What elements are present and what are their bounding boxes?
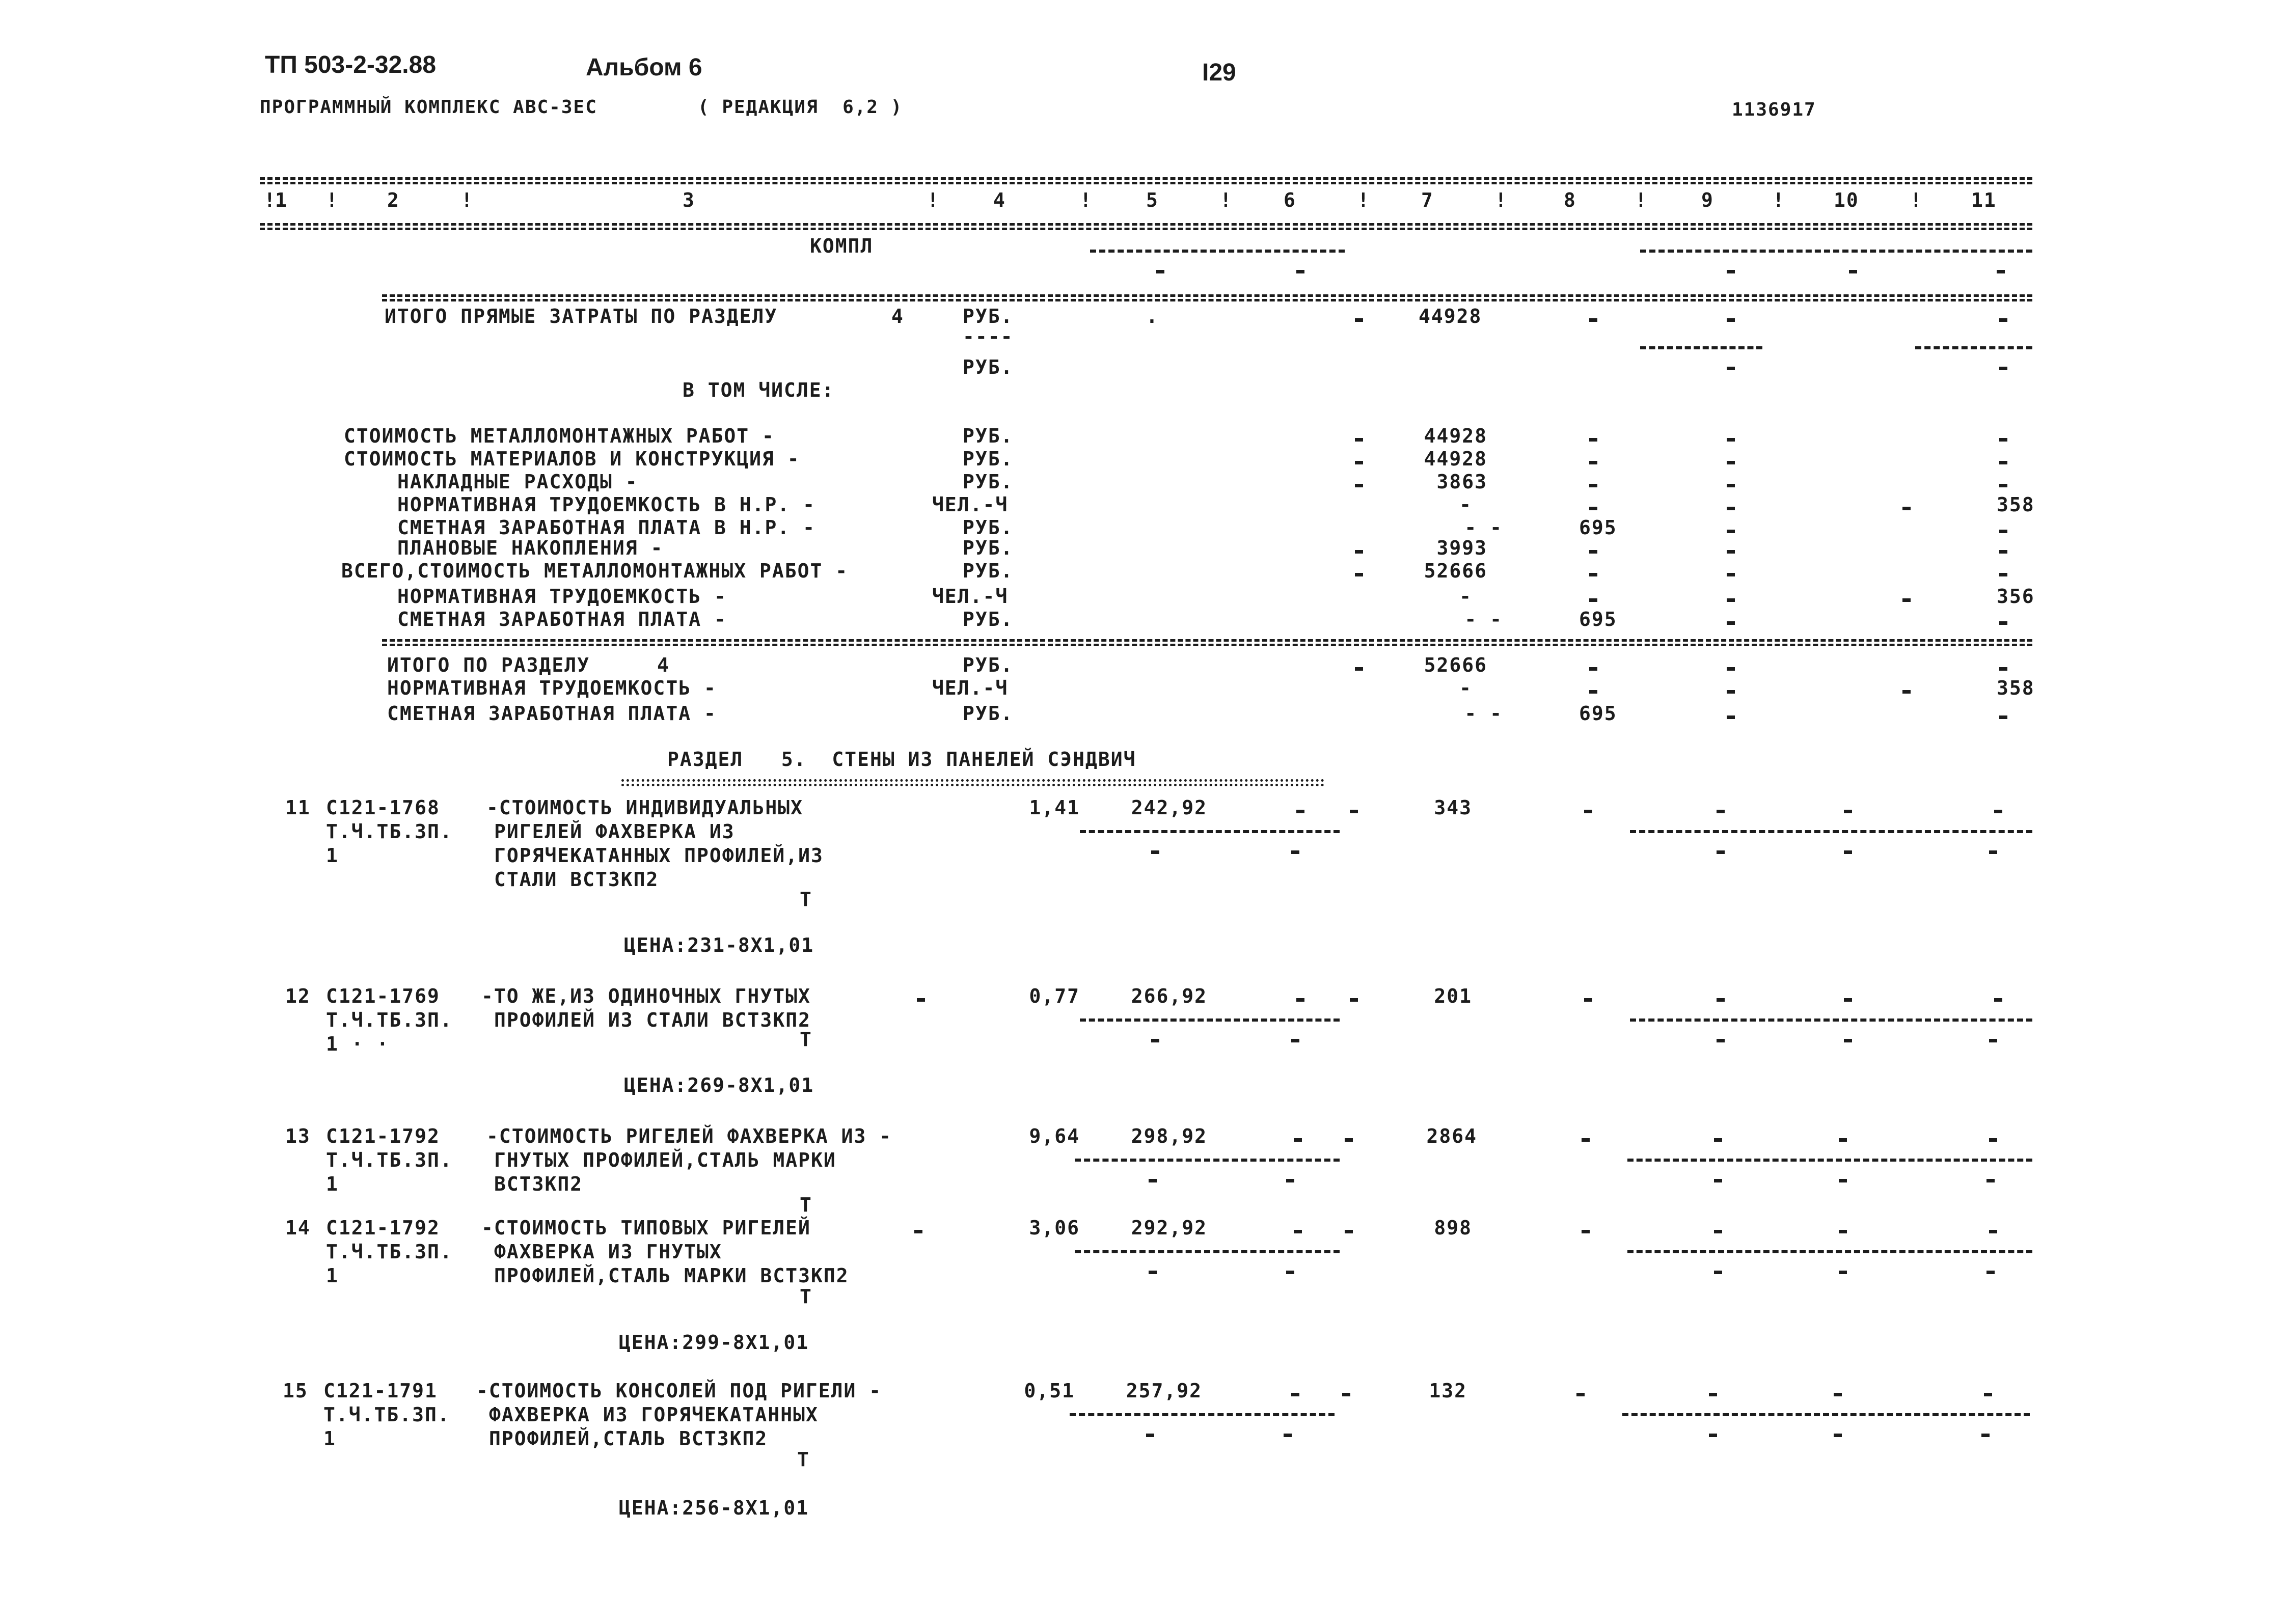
col-10: 10 — [1834, 189, 1859, 211]
summary-label: СМЕТНАЯ ЗАРАБОТНАЯ ПЛАТА - — [397, 608, 727, 630]
summary-c7: - - — [1464, 608, 1503, 630]
itogo-direct-unit: РУБ. — [963, 305, 1014, 327]
item-code2: Т.Ч.ТБ.ЗП. — [326, 1241, 453, 1263]
item-num: 15 — [283, 1380, 308, 1402]
summary-unit: РУБ. — [963, 537, 1014, 559]
itogo-direct-total: 44928 — [1419, 305, 1482, 327]
item-code: С121-1769 — [326, 985, 440, 1007]
summary-c7: - - — [1464, 516, 1503, 539]
summary-unit: РУБ. — [963, 471, 1014, 493]
item-unit: Т — [800, 1285, 812, 1308]
itogo-section-unit: ЧЕЛ.-Ч — [932, 677, 1009, 699]
item-code: С121-1791 — [323, 1380, 438, 1402]
section-rule — [382, 294, 2032, 301]
item-c5: 242,92 — [1131, 796, 1207, 819]
summary-label: ПЛАНОВЫЕ НАКОПЛЕНИЯ - — [397, 537, 664, 559]
item-num: 12 — [285, 985, 311, 1007]
item-unit: Т — [800, 1194, 812, 1216]
item-desc: ПРОФИЛЕЙ ИЗ СТАЛИ ВСТЗКП2 — [494, 1009, 811, 1031]
item-c7: 343 — [1434, 796, 1472, 819]
doc-code: ТП 503-2-32.88 — [265, 51, 437, 78]
item-code2: Т.Ч.ТБ.ЗП. — [326, 1149, 453, 1171]
item-code3: 1 — [326, 1173, 339, 1195]
summary-label: СТОИМОСТЬ МАТЕРИАЛОВ И КОНСТРУКЦИЯ - — [344, 448, 800, 470]
item-desc: СТАЛИ ВСТЗКП2 — [494, 868, 659, 891]
itogo-section-c11: 358 — [1997, 677, 2035, 699]
item-code: С121-1768 — [326, 796, 440, 819]
itogo-section-label: СМЕТНАЯ ЗАРАБОТНАЯ ПЛАТА - — [387, 702, 717, 725]
summary-label: СТОИМОСТЬ МЕТАЛЛОМОНТАЖНЫХ РАБОТ - — [344, 425, 775, 447]
item-c5: 266,92 — [1131, 985, 1207, 1007]
summary-unit: РУБ. — [963, 425, 1014, 447]
itogo-section-label: НОРМАТИВНАЯ ТРУДОЕМКОСТЬ - — [387, 677, 717, 699]
itogo-section-num: 4 — [657, 654, 670, 676]
item-price: ЦЕНА:299-8Х1,01 — [619, 1331, 809, 1354]
header-rule-top — [260, 177, 2032, 184]
col-9: 9 — [1701, 189, 1714, 211]
item-code2: Т.Ч.ТБ.ЗП. — [326, 820, 453, 843]
col-7: 7 — [1421, 189, 1434, 211]
itogo-section-unit: РУБ. — [963, 702, 1014, 725]
section5-underline — [621, 779, 1324, 786]
item-code3: 1 — [323, 1427, 336, 1450]
item-desc: -СТОИМОСТЬ КОНСОЛЕЙ ПОД РИГЕЛИ - — [476, 1380, 882, 1402]
item-desc: РИГЕЛЕЙ ФАХВЕРКА ИЗ — [494, 820, 735, 843]
item-desc: -СТОИМОСТЬ РИГЕЛЕЙ ФАХВЕРКА ИЗ - — [486, 1125, 892, 1147]
item-price: ЦЕНА:231-8Х1,01 — [624, 934, 814, 956]
item-desc: ПРОФИЛЕЙ,СТАЛЬ ВСТЗКП2 — [489, 1427, 768, 1450]
summary-c7: - — [1459, 493, 1472, 516]
col-5: 5 — [1146, 189, 1159, 211]
summary-label: НОРМАТИВНАЯ ТРУДОЕМКОСТЬ В Н.Р. - — [397, 493, 815, 516]
item-desc: -СТОИМОСТЬ ТИПОВЫХ РИГЕЛЕЙ — [481, 1217, 811, 1239]
summary-label: СМЕТНАЯ ЗАРАБОТНАЯ ПЛАТА В Н.Р. - — [397, 516, 815, 539]
item-code3: 1 — [326, 1264, 339, 1287]
vtom-label: В ТОМ ЧИСЛЕ: — [683, 379, 835, 401]
col-2: 2 — [387, 189, 400, 211]
item-c5: 292,92 — [1131, 1217, 1207, 1239]
item-code3: 1 · · — [326, 1033, 390, 1055]
unit-dashes: ---- — [963, 325, 1014, 348]
item-price: ЦЕНА:269-8Х1,01 — [624, 1074, 814, 1096]
summary-unit: РУБ. — [963, 608, 1014, 630]
summary-c8: 695 — [1579, 608, 1617, 630]
item-desc: ГНУТЫХ ПРОФИЛЕЙ,СТАЛЬ МАРКИ — [494, 1149, 836, 1171]
summary-c7: 52666 — [1424, 560, 1487, 582]
doc-id: 1136917 — [1732, 99, 1816, 120]
itogo-section-c7: 52666 — [1424, 654, 1487, 676]
document-page: ТП 503-2-32.88 Альбом 6 I29 ПРОГРАММНЫЙ КОМПЛЕКС АВС-3ЕС ( РЕДАКЦИЯ 6,2 ) 1136917 1 2 3 4 5 6 7 8 9 10 11 ! ! ! ! ! ! ! ! ! ! ! КОМПЛ ИТОГО ПРЯМЫЕ ЗАТРАТЫ ПО РАЗДЕЛУ 4 РУБ. ---- РУБ. . 44928 В ТОМ ЧИСЛЕ: СТОИМОСТЬ МЕТАЛЛОМОНТАЖНЫХ РАБОТ - СТОИМОСТЬ МАТЕРИАЛОВ И КОНСТРУКЦИЯ - НАКЛАДНЫЕ РАСХОДЫ - НОРМАТИВНАЯ ТРУДОЕМКОСТЬ В Н.Р. - СМЕТНАЯ ЗАРАБОТНАЯ ПЛАТА В Н.Р. - ПЛАНОВЫЕ НАКОПЛЕНИЯ - ВСЕГО,СТОИМОСТЬ МЕТАЛЛОМОНТАЖНЫХ РАБОТ - НОРМАТИВНАЯ ТРУДОЕМКОСТЬ - СМЕТНАЯ ЗАРАБОТНАЯ ПЛАТА - РУБ. РУБ. РУБ. ЧЕЛ.-Ч РУБ. РУБ. РУБ. ЧЕЛ.-Ч РУБ. 44928 44928 3863 - - - 3993 52666 - - - 695 695 358 356 ИТОГО ПО РАЗДЕЛУ 4 НОРМАТИВНАЯ ТРУДОЕМКОСТЬ - СМЕТНАЯ ЗАРАБОТНАЯ ПЛАТА - РУБ. ЧЕЛ.-Ч РУБ. 52666 - - - 695 358 РАЗДЕЛ 5. СТЕНЫ ИЗ ПАНЕЛЕЙ СЭНДВИЧ 11 С121-1768 Т.Ч.ТБ.ЗП. 1 -СТОИМОСТЬ ИНДИВИДУАЛЬНЫХ РИГЕЛЕЙ ФАХВЕРКА ИЗ ГОРЯЧЕКАТАННЫХ ПРОФИЛЕЙ,ИЗ СТАЛИ ВСТЗКП2 Т ЦЕНА:231-8Х1,01 1,41 242,92 343 12 С121-1769 Т.Ч.ТБ.ЗП. 1 · · -ТО ЖЕ,ИЗ ОДИНОЧНЫХ ГНУТЫХ ПРОФИЛЕЙ ИЗ СТАЛИ ВСТЗКП2 Т ЦЕНА:269-8Х1,01 0,77 266,92 201 13 С121-1792 Т.Ч.ТБ.ЗП. 1 -СТОИМОСТЬ РИГЕЛЕЙ ФАХВЕРКА ИЗ - ГНУТЫХ ПРОФИЛЕЙ,СТАЛЬ МАРКИ ВСТЗКП2 Т 9,64 298,92 2864 14 С121-1792 Т.Ч.ТБ.ЗП. 1 -СТОИМОСТЬ ТИПОВЫХ РИГЕЛЕЙ ФАХВЕРКА ИЗ ГНУТЫХ ПРОФИЛЕЙ,СТАЛЬ МАРКИ ВСТЗКП2 Т ЦЕНА:299-8Х1,01 3,06 292,92 898 15 С121-1791 Т.Ч.ТБ.ЗП. 1 -СТОИМОСТЬ КОНСОЛЕЙ ПОД РИГЕЛИ - ФАХВЕРКА ИЗ ГОРЯЧЕКАТАННЫХ ПРОФИЛЕЙ,СТАЛЬ ВСТЗКП2 Т ЦЕНА:256-8Х1,01 0,51 257,92 132 — [0, 0, 2286, 1624]
edition: ( РЕДАКЦИЯ 6,2 ) — [698, 97, 903, 118]
header-rule-bottom — [260, 223, 2032, 230]
item-code: С121-1792 — [326, 1125, 440, 1147]
item-unit: Т — [797, 1448, 810, 1471]
summary-unit: РУБ. — [963, 448, 1014, 470]
item-desc: ГОРЯЧЕКАТАННЫХ ПРОФИЛЕЙ,ИЗ — [494, 844, 824, 867]
item-desc: -СТОИМОСТЬ ИНДИВИДУАЛЬНЫХ — [486, 796, 803, 819]
item-c4: 0,77 — [1029, 985, 1080, 1007]
itogo-section-unit: РУБ. — [963, 654, 1014, 676]
item-code2: Т.Ч.ТБ.ЗП. — [326, 1009, 453, 1031]
program-name: ПРОГРАММНЫЙ КОМПЛЕКС АВС-3ЕС — [260, 97, 597, 118]
summary-c8: 695 — [1579, 516, 1617, 539]
section5-title: РАЗДЕЛ 5. СТЕНЫ ИЗ ПАНЕЛЕЙ СЭНДВИЧ — [667, 748, 1136, 770]
item-c4: 0,51 — [1024, 1380, 1075, 1402]
itogo-section-c7: - — [1459, 677, 1472, 699]
item-num: 11 — [285, 796, 311, 819]
col-1: 1 — [275, 189, 288, 211]
item-c4: 1,41 — [1029, 796, 1080, 819]
summary-c7: 44928 — [1424, 448, 1487, 470]
item-c4: 3,06 — [1029, 1217, 1080, 1239]
summary-unit: ЧЕЛ.-Ч — [932, 493, 1009, 516]
item-c4: 9,64 — [1029, 1125, 1080, 1147]
col-11: 11 — [1971, 189, 1997, 211]
item-code2: Т.Ч.ТБ.ЗП. — [323, 1403, 450, 1426]
item-desc: ВСТЗКП2 — [494, 1173, 583, 1195]
itogo-section-c8: 695 — [1579, 702, 1617, 725]
item-code: С121-1792 — [326, 1217, 440, 1239]
summary-unit: ЧЕЛ.-Ч — [932, 585, 1009, 608]
item-price: ЦЕНА:256-8Х1,01 — [619, 1497, 809, 1519]
item-num: 14 — [285, 1217, 311, 1239]
itogo-direct-label: ИТОГО ПРЯМЫЕ ЗАТРАТЫ ПО РАЗДЕЛУ — [385, 305, 778, 327]
komplex-label: КОМПЛ — [810, 235, 874, 257]
col-4: 4 — [993, 189, 1006, 211]
itogo-section-label: ИТОГО ПО РАЗДЕЛУ — [387, 654, 590, 676]
itogo-direct-unit2: РУБ. — [963, 356, 1014, 378]
summary-c7: 3993 — [1436, 537, 1487, 559]
item-c7: 2864 — [1426, 1125, 1477, 1147]
item-c5: 298,92 — [1131, 1125, 1207, 1147]
col-6: 6 — [1284, 189, 1296, 211]
page-number: I29 — [1202, 59, 1236, 86]
summary-c7: 44928 — [1424, 425, 1487, 447]
item-unit: Т — [800, 888, 812, 911]
album-label: Альбом 6 — [586, 54, 702, 81]
summary-unit: РУБ. — [963, 560, 1014, 582]
item-c7: 898 — [1434, 1217, 1472, 1239]
col-3: 3 — [683, 189, 695, 211]
summary-c7: 3863 — [1436, 471, 1487, 493]
col-8: 8 — [1564, 189, 1576, 211]
item-num: 13 — [285, 1125, 311, 1147]
summary-label: ВСЕГО,СТОИМОСТЬ МЕТАЛЛОМОНТАЖНЫХ РАБОТ - — [341, 560, 849, 582]
itogo-direct-section: 4 — [891, 305, 904, 327]
item-code3: 1 — [326, 844, 339, 867]
summary-label: НАКЛАДНЫЕ РАСХОДЫ - — [397, 471, 638, 493]
item-c5: 257,92 — [1126, 1380, 1202, 1402]
item-c7: 132 — [1429, 1380, 1467, 1402]
item-unit: Т — [800, 1028, 812, 1051]
summary-label: НОРМАТИВНАЯ ТРУДОЕМКОСТЬ - — [397, 585, 727, 608]
itogo-section-c7: - - — [1464, 702, 1503, 725]
summary-c7: - — [1459, 585, 1472, 608]
item-desc: -ТО ЖЕ,ИЗ ОДИНОЧНЫХ ГНУТЫХ — [481, 985, 811, 1007]
item-desc: ФАХВЕРКА ИЗ ГНУТЫХ — [494, 1241, 722, 1263]
summary-c11: 356 — [1997, 585, 2035, 608]
summary-unit: РУБ. — [963, 516, 1014, 539]
section-rule — [382, 639, 2032, 646]
item-c7: 201 — [1434, 985, 1472, 1007]
item-desc: ПРОФИЛЕЙ,СТАЛЬ МАРКИ ВСТЗКП2 — [494, 1264, 849, 1287]
summary-c11: 358 — [1997, 493, 2035, 516]
item-desc: ФАХВЕРКА ИЗ ГОРЯЧЕКАТАННЫХ — [489, 1403, 819, 1426]
